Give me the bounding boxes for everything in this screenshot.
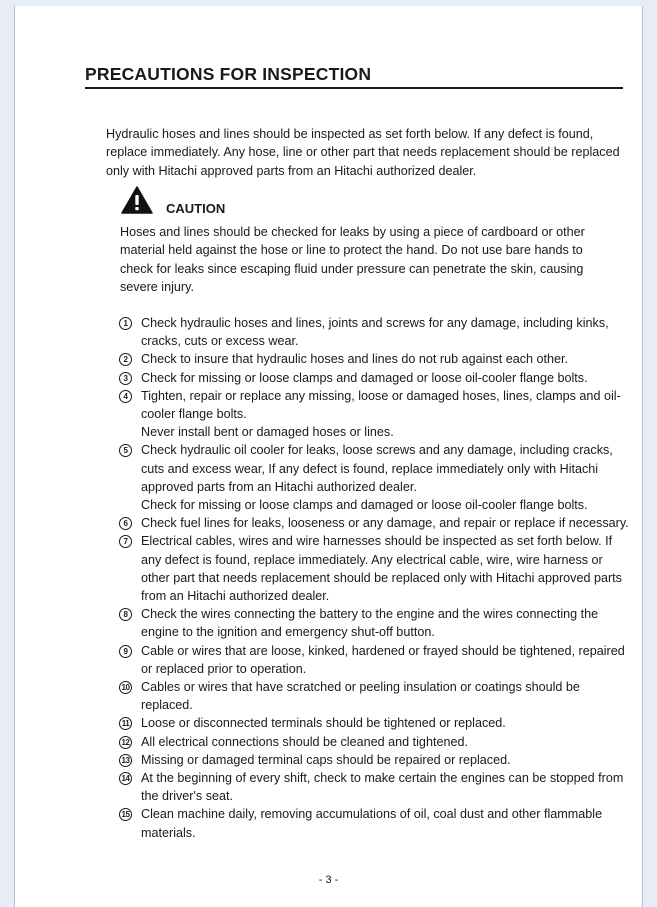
document-page [14, 6, 643, 907]
checklist-item [119, 714, 629, 732]
item-line: Never install bent or damaged hoses or lines. [141, 425, 394, 440]
item-line: Check to insure that hydraulic hoses and lines do not rub against each other. [141, 352, 569, 367]
item-line: Check for missing or loose clamps and damaged or loose oil-cooler flange bolts. [141, 370, 588, 385]
item-text [141, 314, 629, 350]
item-text [141, 514, 629, 532]
item-line: Missing or damaged terminal caps should be repaired or replaced. [141, 752, 511, 767]
item-number-badge: 5 [119, 444, 132, 457]
checklist-item [119, 605, 629, 641]
item-text [141, 605, 629, 641]
item-line: Check hydraulic hoses and lines, joints and screws for any damage, including kinks, cracks, cuts or excess wear. [141, 316, 609, 349]
item-text [141, 769, 629, 805]
item-number-badge: 1 [119, 317, 132, 330]
item-text [141, 678, 629, 714]
checklist-item [119, 369, 629, 387]
item-number-badge: 3 [119, 372, 132, 385]
item-number-badge: 4 [119, 390, 132, 403]
checklist-item [119, 314, 629, 350]
item-line: Check hydraulic oil cooler for leaks, loose screws and any damage, including cracks, cuts and excess wear, If any defect is found, replace immediately only with Hitachi approved parts from an Hitachi authorized dealer. [141, 443, 613, 494]
item-text [141, 387, 629, 442]
item-line: At the beginning of every shift, check to make certain the engines can be stopped from the driver's seat. [141, 771, 624, 804]
checklist-item [119, 769, 629, 805]
item-number-badge: 6 [119, 517, 132, 530]
checklist-item [119, 805, 629, 841]
checklist-item [119, 387, 629, 442]
item-line: All electrical connections should be cleaned and tightened. [141, 734, 468, 749]
warning-triangle-icon [121, 186, 153, 214]
item-line: Loose or disconnected terminals should be tightened or replaced. [141, 716, 506, 731]
item-number-badge: 7 [119, 535, 132, 548]
item-line: Cable or wires that are loose, kinked, hardened or frayed should be tightened, repaired or replaced prior to operation. [141, 643, 625, 676]
item-line: Tighten, repair or replace any missing, loose or damaged hoses, lines, clamps and oil-cooler flange bolts. [141, 388, 621, 422]
item-number-badge: 14 [119, 772, 132, 785]
checklist-item [119, 441, 629, 514]
item-number-badge: 9 [119, 645, 132, 658]
checklist-item [119, 642, 629, 678]
inspection-checklist [119, 314, 629, 842]
item-text [141, 642, 629, 678]
item-line: Check the wires connecting the battery to the engine and the wires connecting the engine to the ignition and emergency shut-off button. [141, 607, 599, 640]
intro-paragraph: Hydraulic hoses and lines should be inspected as set forth below. If any defect is found, replace immediately. Any hose, line or other part that needs replacement should be replaced only with Hitachi approved parts from an Hitachi authorized dealer. [106, 127, 620, 178]
item-line: Check for missing or loose clamps and damaged or loose oil-cooler flange bolts. [141, 498, 588, 513]
item-text [141, 369, 629, 387]
item-text [141, 714, 629, 732]
item-line: Cables or wires that have scratched or peeling insulation or coatings should be replaced. [141, 680, 580, 713]
page-number: - 3 - [318, 874, 339, 886]
page-heading: PRECAUTIONS FOR INSPECTION [85, 64, 372, 84]
item-line: Clean machine daily, removing accumulations of oil, coal dust and other flammable materials. [141, 807, 603, 840]
caution-text: Hoses and lines should be checked for leaks by using a piece of cardboard or other material held against the hose or line to protect the hand. Do not use bare hands to check for leaks since escaping fluid under pressure can penetrate the skin, causing severe injury. [120, 225, 585, 294]
item-line: Electrical cables, wires and wire harnesses should be inspected as set forth below. If any defect is found, replace immediately. Any electrical cable, wire, wire harness or other part that needs replacement should be replaced only with Hitachi approved parts from an Hitachi authorized dealer. [141, 534, 622, 604]
item-number-badge: 15 [119, 808, 132, 821]
item-number-badge: 11 [119, 717, 132, 730]
checklist-item [119, 678, 629, 714]
item-text [141, 350, 629, 368]
checklist-item [119, 514, 629, 532]
item-text [141, 733, 629, 751]
item-number-badge: 2 [119, 353, 132, 366]
checklist-item [119, 751, 629, 769]
item-number-badge: 12 [119, 736, 132, 749]
item-number-badge: 10 [119, 681, 132, 694]
caution-title: CAUTION [166, 201, 226, 216]
item-line: Check fuel lines for leaks, looseness or any damage, and repair or replace if necessary. [141, 516, 629, 531]
checklist-item [119, 733, 629, 751]
item-number-badge: 13 [119, 754, 132, 767]
item-text [141, 441, 629, 514]
item-number-badge: 8 [119, 608, 132, 621]
checklist-item [119, 350, 629, 368]
item-text [141, 751, 629, 769]
item-text [141, 805, 629, 841]
checklist-item [119, 532, 629, 605]
heading-underline [85, 87, 623, 89]
item-text [141, 532, 629, 605]
